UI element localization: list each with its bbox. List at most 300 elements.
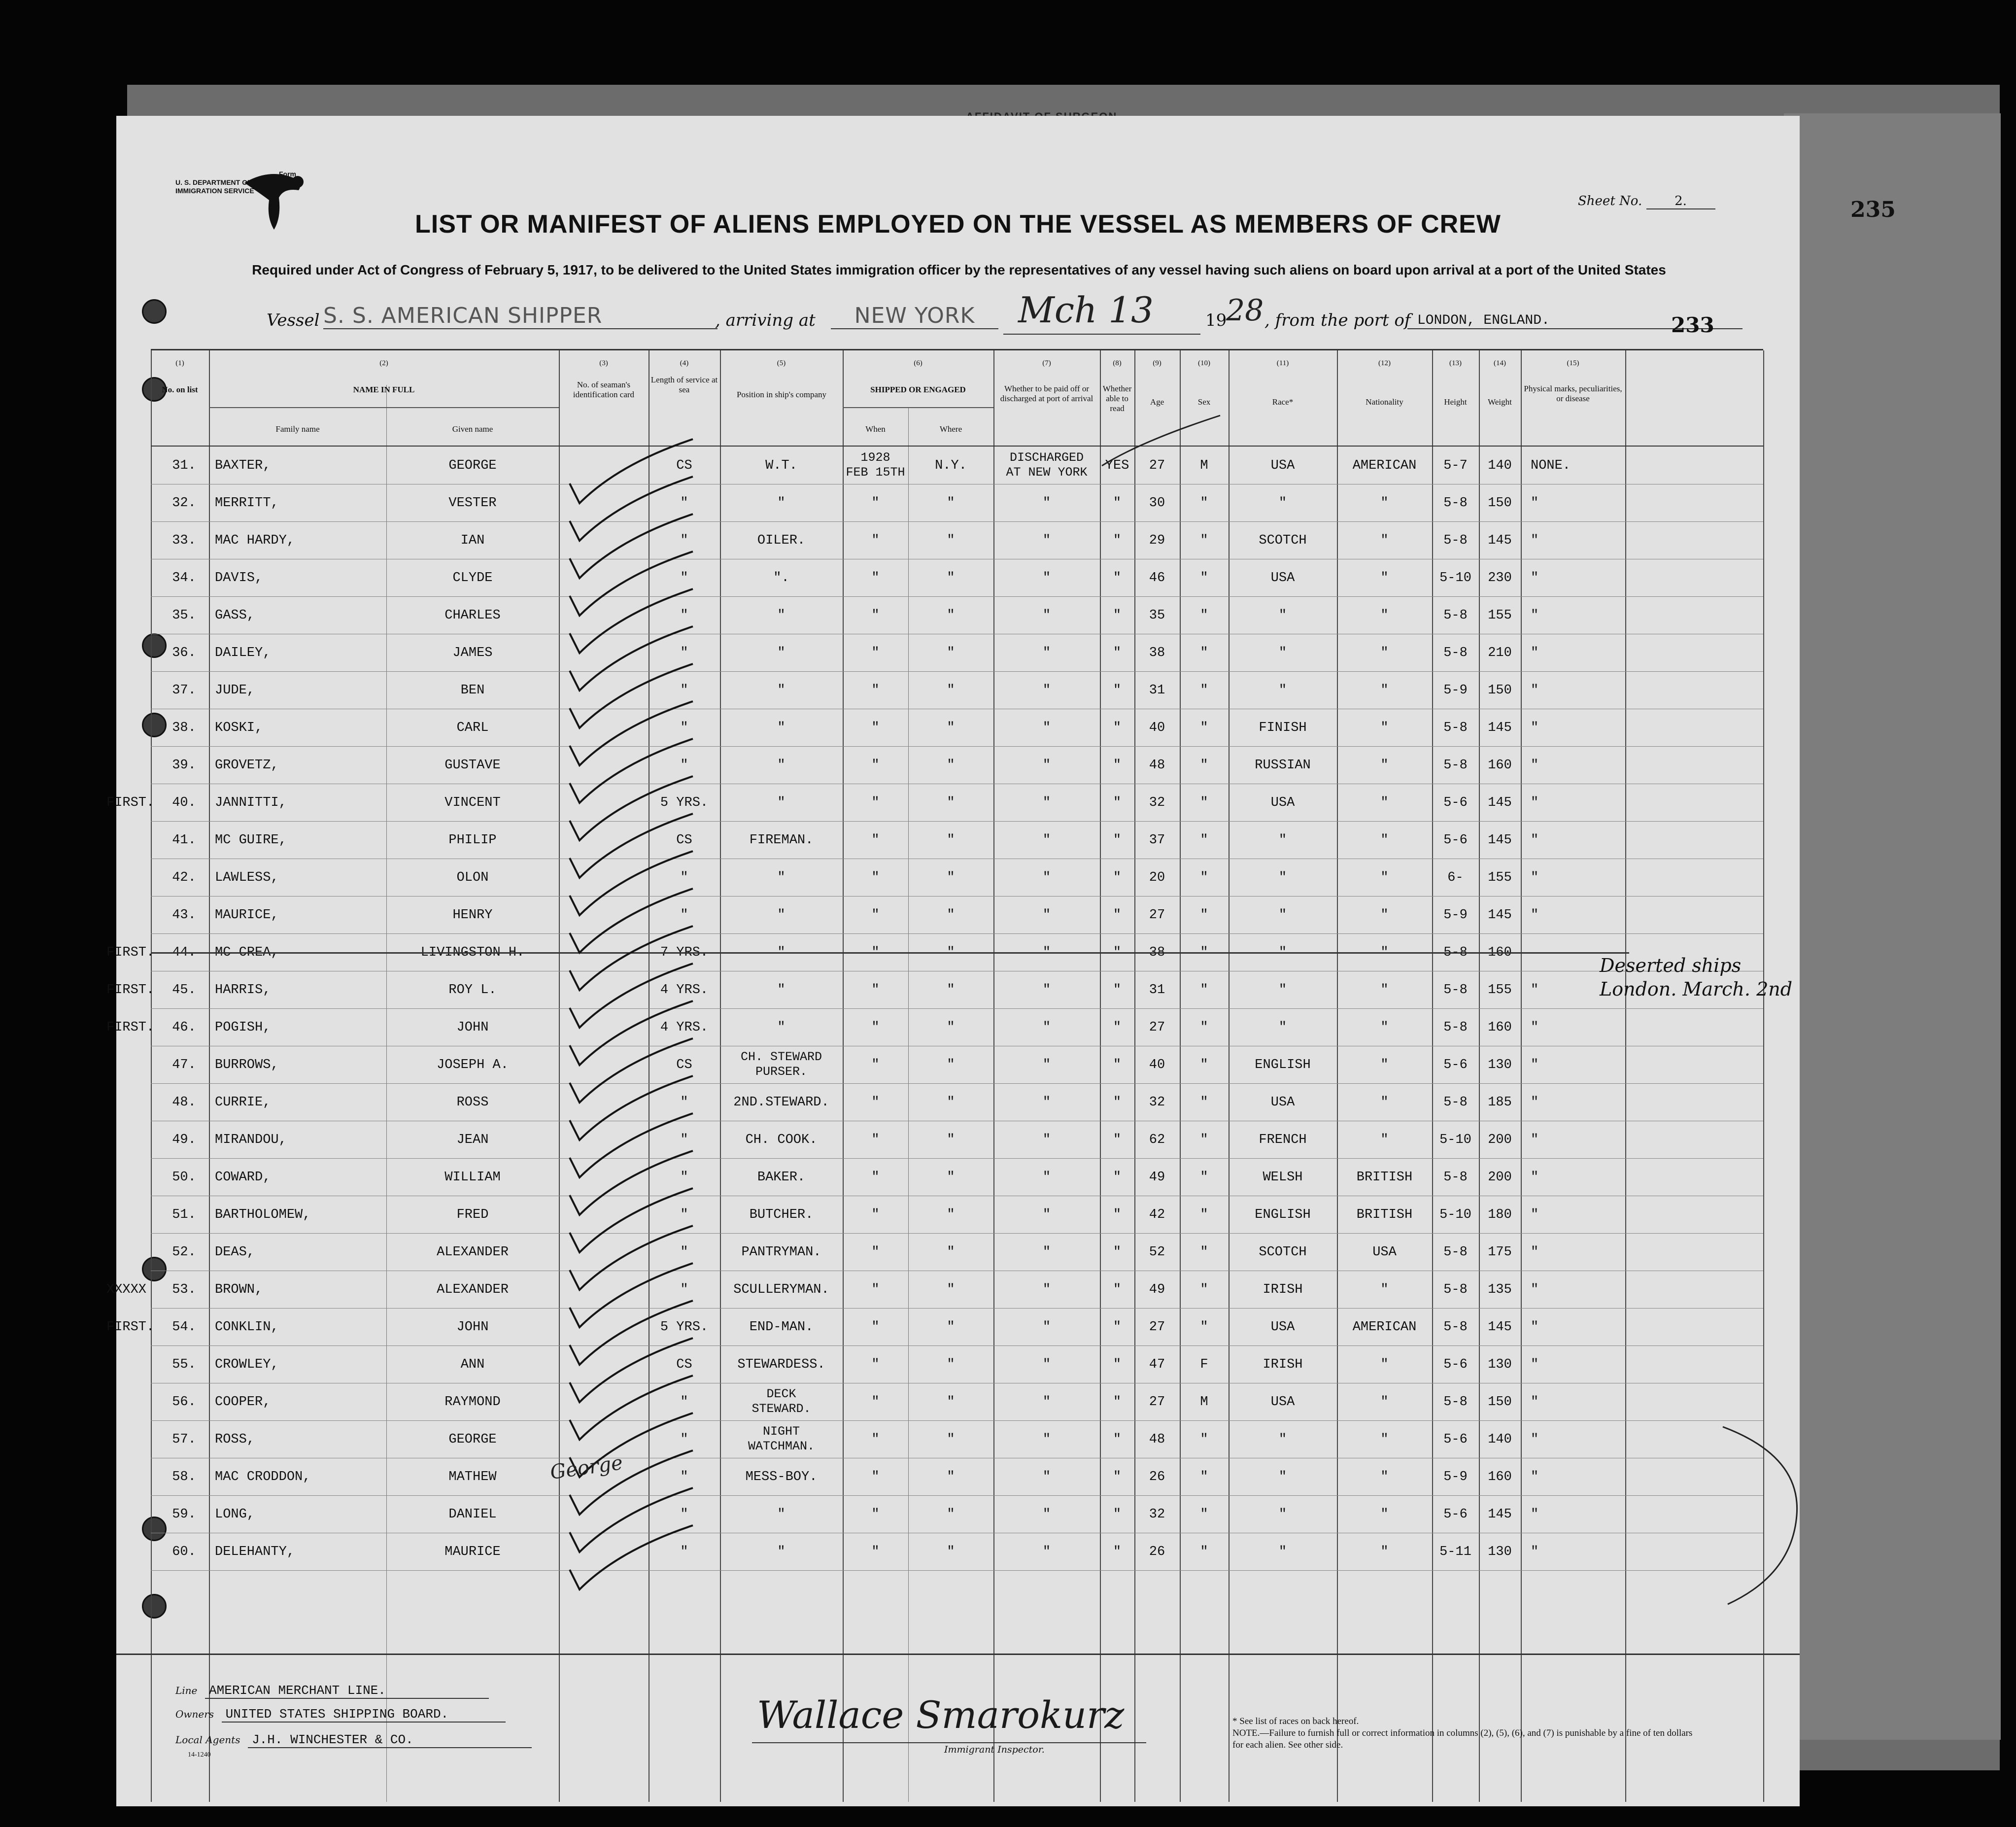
cell-where: " xyxy=(947,833,955,848)
cell-race: " xyxy=(1278,1020,1287,1035)
cell-no: 40. xyxy=(172,795,196,810)
cell-given: IAN xyxy=(460,533,485,548)
cell-service: CS xyxy=(676,458,692,473)
cell-nationality: " xyxy=(1380,1507,1389,1522)
check-mark-icon xyxy=(570,889,693,953)
cell-read: " xyxy=(1113,1545,1122,1559)
cell-when: " xyxy=(871,533,880,548)
cell-family: MAC CRODDON, xyxy=(215,1470,311,1484)
cell-prefix: FIRST. xyxy=(106,983,155,998)
header-where: Where xyxy=(939,424,962,434)
cell-where: " xyxy=(947,1245,955,1260)
cell-read: " xyxy=(1113,721,1122,735)
cell-nationality: AMERICAN xyxy=(1352,458,1417,473)
cell-where: " xyxy=(947,1432,955,1447)
footer-line-row xyxy=(175,1683,489,1699)
cell-read: " xyxy=(1113,608,1122,623)
cell-position: STEWARDESS. xyxy=(737,1357,825,1372)
cell-family: DEAS, xyxy=(215,1245,255,1260)
page-subtitle: Required under Act of Congress of February 5, 1917, to be delivered to the United States immigration officer by the representatives of any vessel having such aliens on board upon arrival at a port of the United States xyxy=(252,262,1666,277)
cell-weight: 200 xyxy=(1488,1170,1512,1185)
column-number: (3) xyxy=(599,359,608,367)
table-row xyxy=(151,671,1763,709)
cell-given: CLYDE xyxy=(452,571,493,586)
cell-nationality: " xyxy=(1380,870,1389,885)
cell-no: 51. xyxy=(172,1207,196,1222)
cell-no: 57. xyxy=(172,1432,196,1447)
cell-nationality: " xyxy=(1380,646,1389,660)
cell-nationality: " xyxy=(1380,683,1389,698)
cell-given: JAMES xyxy=(452,646,493,660)
cell-sex: " xyxy=(1200,1470,1208,1484)
cell-marks: " xyxy=(1531,533,1539,548)
cell-weight: 150 xyxy=(1488,496,1512,511)
cell-sex: " xyxy=(1200,496,1208,511)
cell-read: " xyxy=(1113,1020,1122,1035)
column-number: (11) xyxy=(1276,359,1289,367)
pen-stroke-icon xyxy=(1097,412,1225,471)
cell-when: " xyxy=(871,870,880,885)
cell-no: 46. xyxy=(172,1020,196,1035)
cell-service: " xyxy=(680,1207,688,1222)
cell-race: " xyxy=(1278,870,1287,885)
cell-marks: NONE. xyxy=(1531,458,1571,473)
check-mark-icon xyxy=(570,1076,693,1140)
column-number: (14) xyxy=(1494,359,1506,367)
cell-read: " xyxy=(1113,683,1122,698)
cell-age: 27 xyxy=(1149,908,1165,923)
check-mark-icon xyxy=(570,514,693,578)
table-row xyxy=(151,1233,1763,1271)
cell-where: " xyxy=(947,758,955,773)
cell-given: RAYMOND xyxy=(444,1395,501,1410)
cell-marks: " xyxy=(1531,571,1539,586)
cell-sex: " xyxy=(1200,795,1208,810)
cell-weight: 155 xyxy=(1488,870,1512,885)
cell-read: " xyxy=(1113,870,1122,885)
check-mark-icon xyxy=(570,1038,693,1103)
cell-family: GASS, xyxy=(215,608,255,623)
cell-race: " xyxy=(1278,1507,1287,1522)
cell-marks: " xyxy=(1531,1470,1539,1484)
cell-position: " xyxy=(777,795,786,810)
cell-position: " xyxy=(777,945,786,960)
cell-paid-off: " xyxy=(1042,908,1051,923)
table-row xyxy=(151,1196,1763,1234)
cell-sex: " xyxy=(1200,758,1208,773)
cell-no: 39. xyxy=(172,758,196,773)
cell-no: 35. xyxy=(172,608,196,623)
cell-read: " xyxy=(1113,533,1122,548)
header-able-to-read: Whether able to read xyxy=(1102,384,1132,413)
cell-read: " xyxy=(1113,1507,1122,1522)
ledger-number: 233 xyxy=(1671,313,1714,337)
cell-no: 59. xyxy=(172,1507,196,1522)
cell-sex: " xyxy=(1200,1133,1208,1147)
cell-given: CHARLES xyxy=(444,608,501,623)
cell-paid-off: " xyxy=(1042,945,1051,960)
cell-no: 49. xyxy=(172,1133,196,1147)
cell-read: " xyxy=(1113,646,1122,660)
cell-nationality: " xyxy=(1380,721,1389,735)
cell-position: " xyxy=(777,1507,786,1522)
cell-marks: " xyxy=(1531,496,1539,511)
cell-family: MAURICE, xyxy=(215,908,279,923)
column-number: (2) xyxy=(379,359,388,367)
cell-family: KOSKI, xyxy=(215,721,263,735)
penalty-note: NOTE.—Failure to furnish full or correct information in columns (2), (5), (6), and (7) is punishable by a fine of ten dollars for each alien. See other side. xyxy=(1232,1728,1693,1750)
cell-age: 62 xyxy=(1149,1133,1165,1147)
year-prefix: 19 xyxy=(1205,310,1227,330)
check-mark-icon xyxy=(570,552,693,616)
cell-sex: " xyxy=(1200,1170,1208,1185)
page-title: LIST OR MANIFEST OF ALIENS EMPLOYED ON THE VESSEL AS MEMBERS OF CREW xyxy=(415,210,1501,239)
cell-height: 5-6 xyxy=(1443,1432,1468,1447)
cell-given: JEAN xyxy=(456,1133,489,1147)
cell-read: " xyxy=(1113,1207,1122,1222)
form-number: 14-1240 xyxy=(188,1751,211,1758)
cell-age: 35 xyxy=(1149,608,1165,623)
check-marks xyxy=(560,429,757,1780)
table-row xyxy=(151,596,1763,634)
cell-marks: " xyxy=(1531,758,1539,773)
cell-weight: 160 xyxy=(1488,758,1512,773)
table-row xyxy=(151,1533,1763,1571)
cell-given: CARL xyxy=(456,721,489,735)
check-mark-icon xyxy=(570,1188,693,1252)
cell-where: " xyxy=(947,1507,955,1522)
header-when: When xyxy=(865,424,886,434)
column-number: (4) xyxy=(680,359,689,367)
cell-read: " xyxy=(1113,1245,1122,1260)
cell-height: 6- xyxy=(1447,870,1464,885)
cell-nationality: AMERICAN xyxy=(1352,1320,1417,1335)
column-number: (13) xyxy=(1449,359,1462,367)
cell-given: JOHN xyxy=(456,1320,489,1335)
cell-read: " xyxy=(1113,833,1122,848)
cell-when: " xyxy=(871,1357,880,1372)
cell-race: ENGLISH xyxy=(1255,1058,1311,1072)
cell-given: ALEXANDER xyxy=(437,1245,509,1260)
table-row xyxy=(151,1420,1763,1458)
cell-position: " xyxy=(777,983,786,998)
cell-given: LIVINGSTON H. xyxy=(420,945,525,960)
cell-marks: " xyxy=(1531,1357,1539,1372)
cell-family: HARRIS, xyxy=(215,983,271,998)
cell-given: ROSS xyxy=(456,1095,489,1110)
header-shipped: SHIPPED OR ENGAGED xyxy=(870,385,966,394)
cell-race: " xyxy=(1278,833,1287,848)
cell-no: 43. xyxy=(172,908,196,923)
cell-when: 1928 FEB 15TH xyxy=(846,450,905,480)
table-row xyxy=(106,1308,1763,1346)
cell-given: ROY L. xyxy=(448,983,497,998)
cell-given: GEORGE xyxy=(448,1432,497,1447)
cell-height: 5-8 xyxy=(1443,533,1468,548)
table-row xyxy=(151,821,1763,859)
cell-when: " xyxy=(871,795,880,810)
cell-no: 53. xyxy=(172,1282,196,1297)
cell-no: 50. xyxy=(172,1170,196,1185)
cell-prefix: FIRST. xyxy=(106,1320,155,1335)
cell-prefix: XXXXX xyxy=(106,1282,147,1297)
cell-paid-off: " xyxy=(1042,1020,1051,1035)
cell-height: 5-6 xyxy=(1443,833,1468,848)
cell-height: 5-10 xyxy=(1439,1133,1471,1147)
from-port-label: , from the port of xyxy=(1264,310,1411,330)
cell-no: 45. xyxy=(172,983,196,998)
margin-circle xyxy=(1723,1417,1802,1614)
cell-position: " xyxy=(777,1020,786,1035)
cell-service: CS xyxy=(676,1357,692,1372)
cell-position: " xyxy=(777,683,786,698)
cell-where: " xyxy=(947,721,955,735)
cell-weight: 155 xyxy=(1488,983,1512,998)
cell-family: BROWN, xyxy=(215,1282,263,1297)
cell-where: " xyxy=(947,1320,955,1335)
cell-age: 48 xyxy=(1149,1432,1165,1447)
cell-height: 5-8 xyxy=(1443,1245,1468,1260)
cell-position: " xyxy=(777,646,786,660)
cell-weight: 140 xyxy=(1488,458,1512,473)
cell-family: COOPER, xyxy=(215,1395,271,1410)
cell-nationality: " xyxy=(1380,1020,1389,1035)
cell-read: " xyxy=(1113,1357,1122,1372)
cell-family: CONKLIN, xyxy=(215,1320,279,1335)
cell-nationality: USA xyxy=(1372,1245,1397,1260)
cell-service: " xyxy=(680,758,688,773)
cell-height: 5-9 xyxy=(1443,683,1468,698)
check-mark-icon xyxy=(570,1488,693,1552)
cell-age: 26 xyxy=(1149,1470,1165,1484)
cell-service: " xyxy=(680,1507,688,1522)
cell-when: " xyxy=(871,721,880,735)
cell-marks: " xyxy=(1531,1020,1539,1035)
table-row xyxy=(106,784,1763,822)
cell-age: 32 xyxy=(1149,795,1165,810)
cell-nationality: " xyxy=(1380,1282,1389,1297)
cell-service: 5 YRS. xyxy=(660,1320,709,1335)
cell-when: " xyxy=(871,1133,880,1147)
cell-marks: " xyxy=(1531,1545,1539,1559)
cell-when: " xyxy=(871,1207,880,1222)
cell-sex: " xyxy=(1200,1432,1208,1447)
check-mark-icon xyxy=(570,1226,693,1290)
cell-sex: " xyxy=(1200,571,1208,586)
check-mark-icon xyxy=(570,851,693,915)
cell-nationality: " xyxy=(1380,571,1389,586)
owners-label: Owners xyxy=(175,1708,214,1720)
cell-given: DANIEL xyxy=(448,1507,497,1522)
cell-nationality: " xyxy=(1380,533,1389,548)
cell-sex: " xyxy=(1200,1320,1208,1335)
cell-height: 5-8 xyxy=(1443,646,1468,660)
cell-sex: " xyxy=(1200,833,1208,848)
cell-weight: 150 xyxy=(1488,683,1512,698)
cell-weight: 130 xyxy=(1488,1058,1512,1072)
cell-where: " xyxy=(947,1170,955,1185)
cell-age: 40 xyxy=(1149,721,1165,735)
check-mark-icon xyxy=(570,589,693,653)
cell-prefix: FIRST. xyxy=(106,945,155,960)
cell-race: RUSSIAN xyxy=(1255,758,1311,773)
cell-family: COWARD, xyxy=(215,1170,271,1185)
cell-prefix: FIRST. xyxy=(106,795,155,810)
cell-where: N.Y. xyxy=(935,458,967,473)
table-row xyxy=(106,971,1763,1009)
table-row xyxy=(151,521,1763,559)
cell-sex: " xyxy=(1200,608,1208,623)
check-mark-icon xyxy=(570,477,693,541)
departure-port: LONDON, ENGLAND. xyxy=(1407,313,1743,329)
table-row xyxy=(151,1383,1763,1421)
cell-family: CURRIE, xyxy=(215,1095,271,1110)
cell-service: " xyxy=(680,683,688,698)
cell-height: 5-8 xyxy=(1443,1020,1468,1035)
agents-label: Local Agents xyxy=(175,1734,240,1746)
table-row xyxy=(106,1008,1763,1046)
cell-weight: 160 xyxy=(1488,1470,1512,1484)
header-race: Race* xyxy=(1272,397,1294,407)
cell-weight: 130 xyxy=(1488,1357,1512,1372)
cell-when: " xyxy=(871,1470,880,1484)
cell-paid-off: " xyxy=(1042,721,1051,735)
cell-service: " xyxy=(680,1245,688,1260)
table-row xyxy=(151,634,1763,672)
check-mark-icon xyxy=(570,1301,693,1365)
table-row xyxy=(106,933,1763,971)
cell-sex: " xyxy=(1200,870,1208,885)
cell-sex: " xyxy=(1200,1095,1208,1110)
cell-service: " xyxy=(680,608,688,623)
cell-nationality: " xyxy=(1380,1357,1389,1372)
cell-weight: 150 xyxy=(1488,1395,1512,1410)
agents-value: J.H. WINCHESTER & CO. xyxy=(248,1732,532,1748)
cell-height: 5-8 xyxy=(1443,1170,1468,1185)
cell-weight: 145 xyxy=(1488,1507,1512,1522)
cell-family: GROVETZ, xyxy=(215,758,279,773)
cell-position: " xyxy=(777,1545,786,1559)
cell-height: 5-10 xyxy=(1439,1207,1471,1222)
cell-family: LONG, xyxy=(215,1507,255,1522)
cell-where: " xyxy=(947,945,955,960)
cell-no: 36. xyxy=(172,646,196,660)
cell-given: BEN xyxy=(460,683,485,698)
george-annotation: George xyxy=(548,1451,624,1484)
cell-marks: " xyxy=(1531,908,1539,923)
cell-marks: " xyxy=(1531,646,1539,660)
table-row xyxy=(151,559,1763,597)
column-number: (8) xyxy=(1113,359,1122,367)
cell-read: " xyxy=(1113,1282,1122,1297)
cell-given: ALEXANDER xyxy=(437,1282,509,1297)
cell-weight: 145 xyxy=(1488,795,1512,810)
cell-weight: 145 xyxy=(1488,533,1512,548)
cell-nationality: " xyxy=(1380,1545,1389,1559)
date-underline xyxy=(1003,334,1200,335)
cell-weight: 160 xyxy=(1488,945,1512,960)
cell-race: USA xyxy=(1270,795,1295,810)
cell-given: OLON xyxy=(456,870,489,885)
check-mark-icon xyxy=(570,1113,693,1177)
cell-paid-off: " xyxy=(1042,1507,1051,1522)
header-id-card: No. of seaman's identification card xyxy=(573,380,635,399)
cell-race: WELSH xyxy=(1263,1170,1303,1185)
column-number: (7) xyxy=(1042,359,1051,367)
cell-age: 27 xyxy=(1149,1020,1165,1035)
cell-race: " xyxy=(1278,646,1287,660)
cell-position: W.T. xyxy=(765,458,797,473)
races-note: * See list of races on back hereof. xyxy=(1232,1716,1359,1726)
cell-position: " xyxy=(777,758,786,773)
cell-marks: " xyxy=(1531,608,1539,623)
cell-given: FRED xyxy=(456,1207,489,1222)
cell-read: " xyxy=(1113,945,1122,960)
check-mark-icon xyxy=(570,926,693,990)
sheet-number: Sheet No. 2. xyxy=(1578,194,1715,209)
cell-sex: " xyxy=(1200,721,1208,735)
cell-race: FRENCH xyxy=(1259,1133,1307,1147)
cell-race: IRISH xyxy=(1263,1282,1303,1297)
cell-family: ROSS, xyxy=(215,1432,255,1447)
footer-agents-row xyxy=(175,1732,532,1748)
cell-family: DAVIS, xyxy=(215,571,263,586)
column-number: (5) xyxy=(777,359,786,367)
cell-when: " xyxy=(871,1545,880,1559)
check-mark-icon xyxy=(570,739,693,803)
header-nationality: Nationality xyxy=(1366,397,1403,407)
cell-marks: " xyxy=(1531,1320,1539,1335)
column-number: (15) xyxy=(1567,359,1579,367)
cell-where: " xyxy=(947,496,955,511)
cell-age: 49 xyxy=(1149,1170,1165,1185)
cell-nationality: " xyxy=(1380,1095,1389,1110)
table-row xyxy=(151,1121,1763,1159)
cell-sex: " xyxy=(1200,1507,1208,1522)
table-row xyxy=(151,1495,1763,1533)
cell-where: " xyxy=(947,608,955,623)
cell-sex: " xyxy=(1200,1282,1208,1297)
cell-nationality: " xyxy=(1380,1395,1389,1410)
cell-race: " xyxy=(1278,1432,1287,1447)
check-mark-icon xyxy=(570,814,693,878)
cell-paid-off: " xyxy=(1042,833,1051,848)
cell-nationality: " xyxy=(1380,795,1389,810)
cell-sex: " xyxy=(1200,1245,1208,1260)
cell-family: BURROWS, xyxy=(215,1058,279,1072)
owners-value: UNITED STATES SHIPPING BOARD. xyxy=(222,1707,506,1723)
cell-age: 46 xyxy=(1149,571,1165,586)
cell-family: LAWLESS, xyxy=(215,870,279,885)
cell-race: USA xyxy=(1270,458,1295,473)
header-name-in-full: NAME IN FULL xyxy=(353,385,415,394)
cell-nationality: " xyxy=(1380,608,1389,623)
cell-marks: " xyxy=(1531,833,1539,848)
cell-family: MAC HARDY, xyxy=(215,533,295,548)
column-number: (1) xyxy=(175,359,184,367)
cell-position: BUTCHER. xyxy=(749,1207,814,1222)
cell-position: SCULLERYMAN. xyxy=(733,1282,829,1297)
cell-height: 5-6 xyxy=(1443,1507,1468,1522)
cell-marks: " xyxy=(1531,795,1539,810)
cell-age: 49 xyxy=(1149,1282,1165,1297)
cell-weight: 185 xyxy=(1488,1095,1512,1110)
column-number: (12) xyxy=(1378,359,1391,367)
check-mark-icon xyxy=(570,439,693,503)
cell-given: WILLIAM xyxy=(444,1170,501,1185)
cell-sex: " xyxy=(1200,533,1208,548)
cell-read: " xyxy=(1113,795,1122,810)
